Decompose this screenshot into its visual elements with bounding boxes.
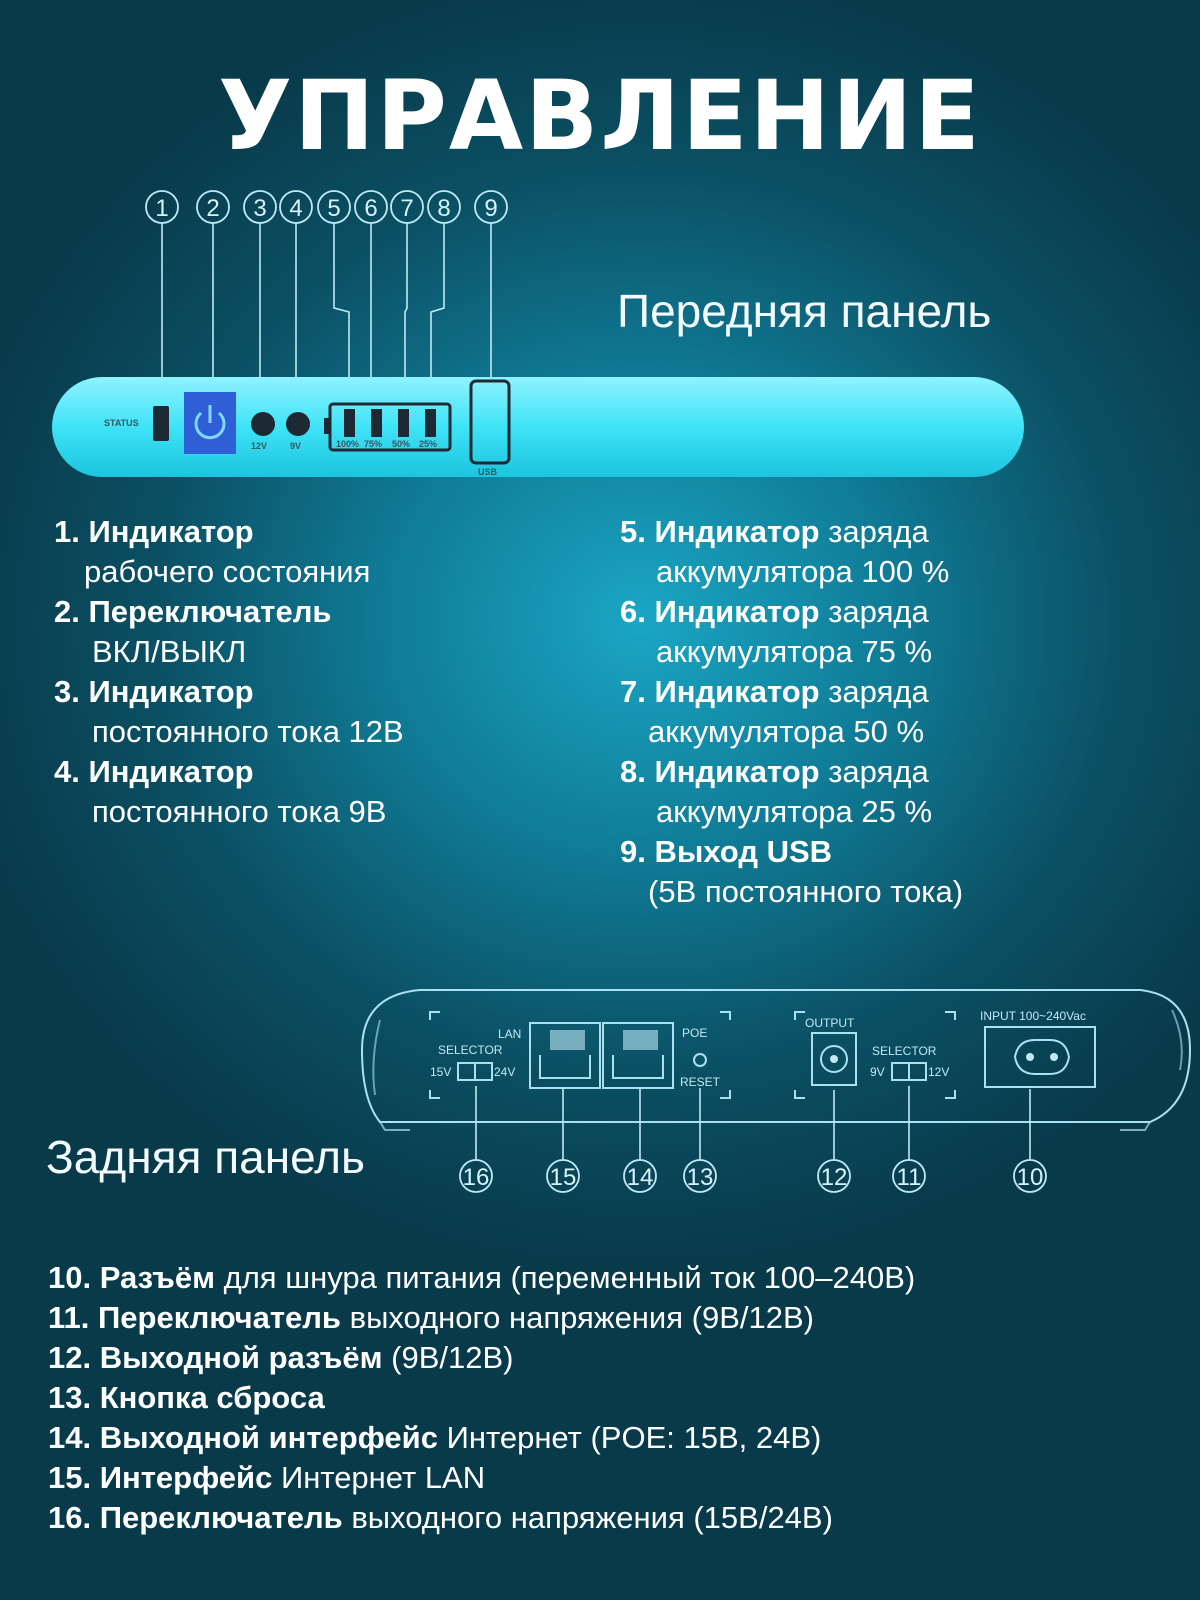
callout-9 xyxy=(475,191,507,223)
back-panel-heading: Задняя панель xyxy=(46,1131,365,1183)
list-item: 9. Выход USB xyxy=(620,834,833,869)
led-9v xyxy=(286,412,310,436)
list-item: 16. Переключатель выходного напряжения (15В/24В) xyxy=(48,1500,833,1535)
page-title: УПРАВЛЕНИЕ xyxy=(218,60,982,172)
front-leaders xyxy=(162,223,491,398)
front-panel-heading: Передняя панель xyxy=(617,285,992,337)
callout-14 xyxy=(624,1160,656,1192)
front-list-right xyxy=(620,512,963,912)
list-item-desc: аккумулятора 50 % xyxy=(648,714,925,749)
callout-15 xyxy=(547,1160,579,1192)
list-item: 11. Переключатель выходного напряжения (9В/12В) xyxy=(48,1300,814,1335)
front-callouts xyxy=(146,191,507,223)
list-item-desc: аккумулятора 100 % xyxy=(656,554,950,589)
list-item: 13. Кнопка сброса xyxy=(48,1380,325,1415)
svg-text:OUTPUT: OUTPUT xyxy=(805,1016,855,1030)
list-item: 1. Индикатор xyxy=(54,514,254,549)
list-item: 2. Переключатель xyxy=(54,594,332,629)
back-list xyxy=(48,1258,915,1538)
list-item-desc: (5В постоянного тока) xyxy=(648,874,964,909)
svg-text:16: 16 xyxy=(462,1164,490,1191)
list-item: 15. Интерфейс Интернет LAN xyxy=(48,1460,486,1495)
callout-8 xyxy=(428,191,460,223)
svg-text:5: 5 xyxy=(327,195,341,222)
list-item-desc: ВКЛ/ВЫКЛ xyxy=(92,634,247,669)
svg-text:24V: 24V xyxy=(494,1065,516,1079)
svg-text:RESET: RESET xyxy=(680,1075,721,1089)
svg-text:13: 13 xyxy=(686,1164,714,1191)
front-list-left xyxy=(54,512,404,832)
svg-text:75%: 75% xyxy=(364,439,383,449)
svg-text:9V: 9V xyxy=(870,1065,885,1079)
list-item: 10. Разъём для шнура питания (переменный ток 100–240В) xyxy=(48,1260,916,1295)
status-label: STATUS xyxy=(104,418,139,428)
list-item-desc: постоянного тока 9В xyxy=(92,794,387,829)
svg-text:SELECTOR: SELECTOR xyxy=(872,1044,937,1058)
back-panel xyxy=(362,990,1190,1130)
led-9v-label: 9V xyxy=(290,441,302,451)
svg-text:7: 7 xyxy=(400,195,414,222)
front-panel xyxy=(52,377,1024,477)
back-callouts xyxy=(460,1160,1046,1192)
svg-text:4: 4 xyxy=(289,195,303,222)
svg-text:14: 14 xyxy=(626,1164,654,1191)
svg-text:LAN: LAN xyxy=(498,1027,522,1041)
list-item-desc: аккумулятора 75 % xyxy=(656,634,933,669)
list-item: 5. Индикатор заряда xyxy=(620,514,929,549)
svg-text:3: 3 xyxy=(253,195,267,222)
svg-text:6: 6 xyxy=(364,195,378,222)
list-item-desc: постоянного тока 12В xyxy=(92,714,404,749)
svg-text:15: 15 xyxy=(549,1164,577,1191)
list-item-desc: рабочего состояния xyxy=(84,554,371,589)
callout-16 xyxy=(460,1160,492,1192)
list-item: 14. Выходной интерфейс Интернет (POE: 15В, 24В) xyxy=(48,1420,822,1455)
svg-text:12: 12 xyxy=(820,1164,848,1191)
list-item: 3. Индикатор xyxy=(54,674,254,709)
callout-4 xyxy=(280,191,312,223)
svg-text:8: 8 xyxy=(437,195,451,222)
led-12v-label: 12V xyxy=(251,441,268,451)
svg-text:12V: 12V xyxy=(928,1065,950,1079)
svg-text:10: 10 xyxy=(1016,1164,1044,1191)
list-item-desc: аккумулятора 25 % xyxy=(656,794,933,829)
svg-text:1: 1 xyxy=(155,195,169,222)
callout-6 xyxy=(355,191,387,223)
callout-12 xyxy=(818,1160,850,1192)
list-item: 4. Индикатор xyxy=(54,754,254,789)
callout-5 xyxy=(318,191,350,223)
svg-text:2: 2 xyxy=(206,195,220,222)
svg-text:SELECTOR: SELECTOR xyxy=(438,1043,503,1057)
svg-text:100%: 100% xyxy=(336,439,360,449)
callout-1 xyxy=(146,191,178,223)
svg-text:9: 9 xyxy=(484,195,498,222)
list-item: 7. Индикатор заряда xyxy=(620,674,929,709)
svg-text:50%: 50% xyxy=(392,439,411,449)
status-indicator xyxy=(153,406,169,441)
svg-text:15V: 15V xyxy=(430,1065,452,1079)
svg-text:POE: POE xyxy=(682,1026,708,1040)
svg-text:25%: 25% xyxy=(419,439,438,449)
callout-2 xyxy=(197,191,229,223)
list-item: 8. Индикатор заряда xyxy=(620,754,929,789)
list-item: 6. Индикатор заряда xyxy=(620,594,929,629)
svg-text:INPUT 100~240Vac: INPUT 100~240Vac xyxy=(980,1009,1086,1023)
callout-7 xyxy=(391,191,423,223)
callout-3 xyxy=(244,191,276,223)
callout-10 xyxy=(1014,1160,1046,1192)
usb-label: USB xyxy=(478,467,498,477)
callout-11 xyxy=(893,1160,925,1192)
led-12v xyxy=(251,412,275,436)
list-item: 12. Выходной разъём (9В/12В) xyxy=(48,1340,514,1375)
svg-text:11: 11 xyxy=(896,1164,922,1191)
callout-13 xyxy=(684,1160,716,1192)
